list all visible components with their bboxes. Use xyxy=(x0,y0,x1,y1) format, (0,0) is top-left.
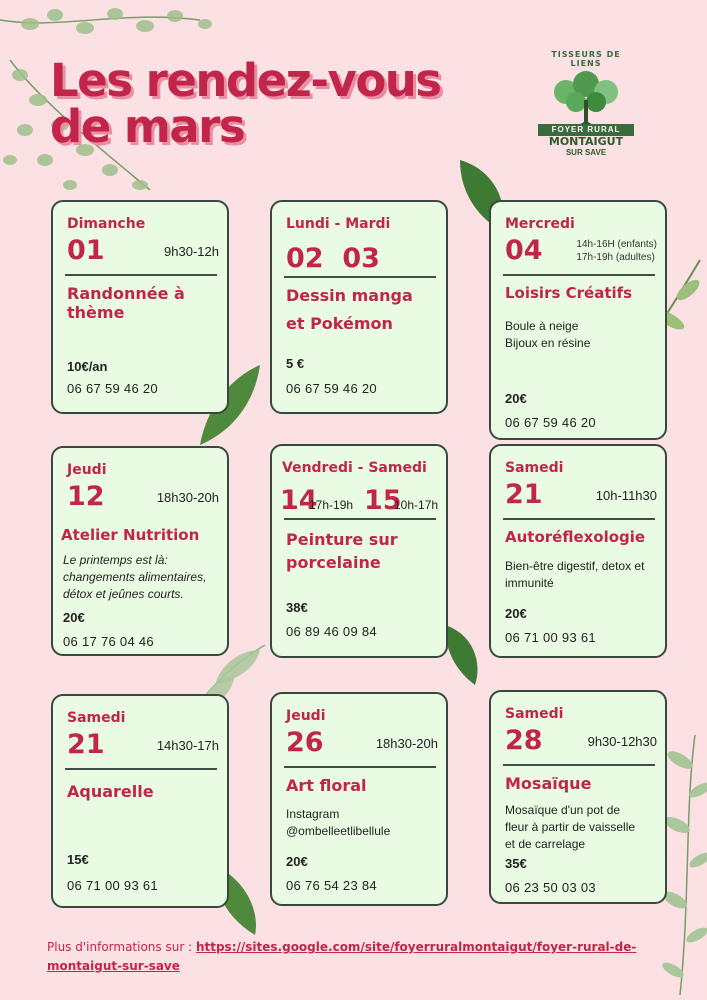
event-day: Mercredi xyxy=(505,216,575,232)
divider xyxy=(65,768,217,770)
event-activity: Atelier Nutrition xyxy=(61,526,200,544)
event-price: 20€ xyxy=(286,854,308,869)
event-card-autoreflexologie xyxy=(489,444,667,658)
description-line: Boule à neige xyxy=(505,319,579,333)
activity-line: et Pokémon xyxy=(286,314,393,333)
event-date: 12 xyxy=(67,481,105,512)
divider xyxy=(503,764,655,766)
event-price: 38€ xyxy=(286,600,308,615)
hours-line: 14h-16H (enfants) xyxy=(576,239,657,250)
event-date: 04 xyxy=(505,235,543,266)
divider xyxy=(503,274,655,276)
event-date-first: 14 xyxy=(280,485,318,516)
event-hours: 18h30-20h xyxy=(375,736,438,751)
event-day: Vendredi - Samedi xyxy=(282,460,427,476)
page-title xyxy=(50,54,490,153)
logo-bar: FOYER RURAL xyxy=(538,124,634,136)
event-card-dessin-manga xyxy=(270,200,448,414)
event-date: 02 03 xyxy=(286,243,380,274)
event-description xyxy=(286,806,448,840)
logo-ring-text: TISSEURS DE LIENS xyxy=(551,50,621,68)
event-day: Lundi - Mardi xyxy=(286,216,391,232)
description-line: Bien-être digestif, detox et xyxy=(505,559,645,573)
event-hours-first: 17h-19h xyxy=(309,498,354,512)
event-phone: 06 71 00 93 61 xyxy=(67,878,158,893)
logo-name: MONTAIGUT xyxy=(548,135,624,148)
divider xyxy=(65,274,217,276)
description-line: et de carrelage xyxy=(505,837,586,851)
divider xyxy=(284,518,436,520)
event-hours-second: 10h-17h xyxy=(394,498,439,512)
description-line: détox et jeûnes courts. xyxy=(63,587,184,601)
logo-subtitle: SUR SAVE xyxy=(565,148,607,157)
event-date: 01 xyxy=(67,235,105,266)
event-hours: 9h30-12h30 xyxy=(587,734,657,749)
event-activity: Loisirs Créatifs xyxy=(505,284,633,302)
description-line: Bijoux en résine xyxy=(505,336,591,350)
activity-line: Randonnée à xyxy=(67,284,185,303)
footer-link-part[interactable]: montaigut-sur-save xyxy=(47,959,180,973)
event-day: Jeudi xyxy=(67,462,107,478)
event-activity: Autoréflexologie xyxy=(505,528,646,546)
event-card-atelier-nutrition xyxy=(51,446,229,656)
description-line: Mosaïque d'un pot de xyxy=(505,803,621,817)
description-line: fleur à partir de vaisselle xyxy=(505,820,636,834)
event-price: 20€ xyxy=(505,391,527,406)
event-description xyxy=(63,552,225,603)
event-phone: 06 67 59 46 20 xyxy=(286,381,377,396)
event-hours: 10h-11h30 xyxy=(595,488,657,503)
event-phone: 06 89 46 09 84 xyxy=(286,624,377,639)
event-day: Jeudi xyxy=(286,708,326,724)
description-line: Le printemps est là: xyxy=(63,553,168,567)
event-description xyxy=(505,558,667,592)
event-description xyxy=(505,802,667,853)
activity-line: Dessin manga xyxy=(286,286,413,305)
event-price: 10€/an xyxy=(67,359,108,374)
event-description xyxy=(505,318,667,352)
event-day: Dimanche xyxy=(67,216,146,232)
event-day: Samedi xyxy=(505,706,564,722)
event-date: 21 xyxy=(67,729,105,760)
activity-line: porcelaine xyxy=(286,553,381,572)
activity-line: thème xyxy=(67,303,125,322)
event-activity: Art floral xyxy=(286,776,367,795)
event-card-loisirs-creatifs xyxy=(489,200,667,440)
event-date: 21 xyxy=(505,479,543,510)
event-price: 20€ xyxy=(63,610,85,625)
event-card-art-floral xyxy=(270,692,448,906)
event-activity xyxy=(286,528,448,574)
event-hours: 14h30-17h xyxy=(156,738,219,753)
description-line: changements alimentaires, xyxy=(63,570,207,584)
activity-line: Peinture sur xyxy=(286,530,398,549)
footer-intro: Plus d'informations sur : xyxy=(47,940,196,954)
event-phone: 06 17 76 04 46 xyxy=(63,634,154,649)
event-date-second: 15 xyxy=(364,485,402,516)
description-line: immunité xyxy=(505,576,554,590)
event-card-mosaique xyxy=(489,690,667,904)
footer-info xyxy=(47,938,677,976)
event-price: 20€ xyxy=(505,606,527,621)
event-price: 5 € xyxy=(286,356,305,371)
event-date: 26 xyxy=(286,727,324,758)
event-activity xyxy=(67,284,229,322)
footer-link-part[interactable]: https://sites.google.com/site/foyerruralmontaigut/foyer-rural-de- xyxy=(195,940,637,954)
description-line: @ombelleetlibellule xyxy=(286,824,391,838)
foyer-rural-logo xyxy=(524,48,648,198)
divider xyxy=(284,276,436,278)
event-price: 15€ xyxy=(67,852,89,867)
event-phone: 06 67 59 46 20 xyxy=(505,415,596,430)
title-line-1: Les rendez-vous xyxy=(50,54,441,107)
description-line: Instagram xyxy=(286,807,340,821)
event-day: Samedi xyxy=(67,710,126,726)
event-card-peinture-porcelaine xyxy=(270,444,448,658)
event-phone: 06 71 00 93 61 xyxy=(505,630,596,645)
hours-line: 17h-19h (adultes) xyxy=(576,252,655,263)
event-date: 28 xyxy=(505,725,543,756)
event-activity: Aquarelle xyxy=(67,782,154,801)
title-line-2: de mars xyxy=(50,100,245,153)
event-day: Samedi xyxy=(505,460,564,476)
divider xyxy=(284,766,436,768)
event-card-randonnee xyxy=(51,200,229,414)
event-price: 35€ xyxy=(505,856,527,871)
event-activity: Mosaïque xyxy=(505,774,592,793)
event-hours: 18h30-20h xyxy=(156,490,219,505)
event-activity xyxy=(286,282,448,338)
event-hours xyxy=(576,238,657,264)
event-phone: 06 76 54 23 84 xyxy=(286,878,377,893)
divider xyxy=(503,518,655,520)
event-card-aquarelle xyxy=(51,694,229,908)
event-phone: 06 67 59 46 20 xyxy=(67,381,158,396)
event-phone: 06 23 50 03 03 xyxy=(505,880,596,895)
event-hours: 9h30-12h xyxy=(164,244,219,259)
